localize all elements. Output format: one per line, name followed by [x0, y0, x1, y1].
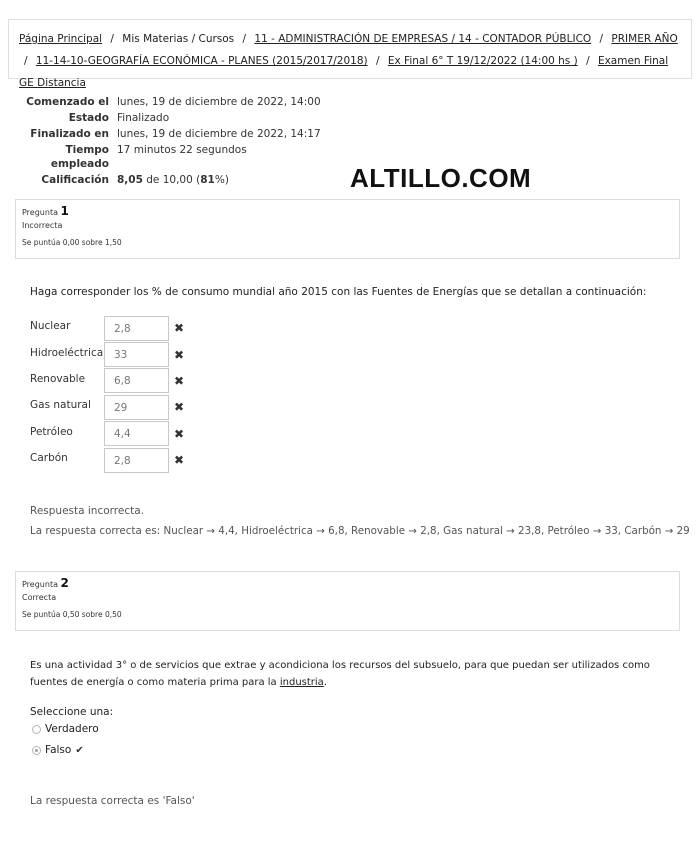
incorrect-icon: ✖	[174, 373, 185, 388]
finished-value: lunes, 19 de diciembre de 2022, 14:17	[117, 128, 321, 140]
match-row	[30, 368, 184, 394]
breadcrumb	[8, 19, 692, 89]
question-1-feedback: Respuesta incorrecta.	[30, 505, 145, 517]
match-row	[30, 447, 184, 473]
match-row	[30, 394, 184, 420]
breadcrumb-quiz-link[interactable]: Examen Final GE Distancia	[19, 55, 669, 89]
breadcrumb-exam-link[interactable]: Ex Final 6° T 19/12/2022 (14:00 hs )	[387, 55, 578, 67]
breadcrumb-mis-materias: Mis Materias / Cursos	[122, 33, 235, 45]
matching-answers	[30, 315, 184, 473]
incorrect-icon: ✖	[174, 453, 185, 468]
summary-row-time	[18, 142, 325, 172]
match-label: Nuclear	[30, 320, 71, 333]
radio-button-checked[interactable]	[32, 746, 41, 755]
correct-check-icon: ✔	[75, 744, 84, 756]
match-select[interactable]: 2,8	[104, 316, 169, 341]
question-1-text: Haga corresponder los % de consumo mundial año 2015 con las Fuentes de Energías que se detallan a continuación:	[30, 286, 647, 298]
summary-row-started	[18, 94, 325, 110]
match-row	[30, 315, 184, 341]
grade-percent-close: %)	[214, 174, 229, 186]
breadcrumb-separator: /	[242, 33, 247, 45]
match-row	[30, 341, 184, 367]
match-label: Gas natural	[30, 399, 91, 412]
started-value: lunes, 19 de diciembre de 2022, 14:00	[117, 96, 321, 108]
started-label: Comenzado el	[26, 96, 109, 108]
question-state: Incorrecta	[22, 221, 63, 230]
question-number-value: 2	[60, 576, 69, 590]
question-1-info	[15, 199, 680, 259]
incorrect-icon: ✖	[174, 347, 185, 362]
match-label: Petróleo	[30, 425, 73, 438]
match-label: Hidroeléctrica	[30, 346, 104, 359]
breadcrumb-separator: /	[375, 55, 380, 67]
watermark-logo: ALTILLO.COM	[350, 163, 532, 193]
breadcrumb-separator: /	[599, 33, 604, 45]
breadcrumb-faculty-link[interactable]: 11 - ADMINISTRACIÓN DE EMPRESAS / 14 - CONTADOR PÚBLICO	[254, 33, 592, 45]
question-number-value: 1	[60, 204, 69, 218]
time-label: Tiempo empleado	[50, 144, 109, 170]
breadcrumb-separator: /	[24, 55, 28, 67]
question-grade: Se puntúa 0,50 sobre 0,50	[22, 610, 122, 619]
question-state: Correcta	[22, 593, 57, 602]
question-label: Pregunta	[22, 208, 58, 217]
question-2-info	[15, 571, 680, 631]
question-2-text-end: .	[323, 677, 327, 688]
question-2-text-main: Es una actividad 3° o de servicios que extrae y acondiciona los recursos del subsuelo, para que puedan ser utilizados como fuentes de energía o como materia prima para la	[30, 660, 650, 688]
industria-link[interactable]: industria	[279, 677, 324, 688]
incorrect-icon: ✖	[174, 321, 185, 336]
summary-row-finished	[18, 126, 325, 142]
option-label: Verdadero	[45, 723, 99, 735]
attempt-summary-table	[18, 94, 325, 188]
breadcrumb-home-link[interactable]: Página Principal	[19, 33, 103, 45]
select-one-prompt: Seleccione una:	[30, 706, 114, 718]
breadcrumb-course-link[interactable]: 11-14-10-GEOGRAFÍA ECONÓMICA - PLANES (2015/2017/2018)	[35, 55, 368, 67]
question-1-right-answer: La respuesta correcta es: Nuclear → 4,4, Hidroeléctrica → 6,8, Renovable → 2,8, Gas natural → 23,8, Petróleo → 33, Carbón → 29	[30, 525, 690, 537]
option-falso[interactable]	[32, 744, 84, 756]
grade-score: 8,05	[117, 174, 143, 186]
state-value: Finalizado	[117, 112, 170, 124]
option-label: Falso	[45, 744, 72, 756]
question-label: Pregunta	[22, 580, 58, 589]
state-label: Estado	[68, 112, 109, 124]
summary-row-state	[18, 110, 325, 126]
attempt-summary	[18, 94, 348, 188]
question-number	[22, 204, 673, 218]
question-2-text	[30, 657, 670, 691]
option-verdadero[interactable]	[32, 723, 99, 735]
match-label: Renovable	[30, 372, 86, 385]
grade-percent: 81	[200, 174, 215, 186]
time-value: 17 minutos 22 segundos	[117, 144, 247, 156]
grade-label: Calificación	[41, 174, 109, 186]
breadcrumb-year-link[interactable]: PRIMER AÑO	[611, 33, 678, 45]
match-select[interactable]: 4,4	[104, 421, 169, 446]
question-number	[22, 576, 673, 590]
question-2-right-answer: La respuesta correcta es 'Falso'	[30, 795, 195, 807]
question-grade: Se puntúa 0,00 sobre 1,50	[22, 238, 122, 247]
grade-value	[113, 172, 325, 188]
match-select[interactable]: 6,8	[104, 368, 169, 393]
match-select[interactable]: 33	[104, 342, 169, 367]
summary-row-grade	[18, 172, 325, 188]
finished-label: Finalizado en	[30, 128, 109, 140]
incorrect-icon: ✖	[174, 426, 185, 441]
incorrect-icon: ✖	[174, 400, 185, 415]
match-select[interactable]: 2,8	[104, 448, 169, 473]
breadcrumb-separator: /	[110, 33, 114, 45]
match-select[interactable]: 29	[104, 395, 169, 420]
radio-button[interactable]	[32, 725, 41, 734]
grade-total: de 10,00 (	[142, 174, 201, 186]
match-row	[30, 421, 184, 447]
match-label: Carbón	[30, 452, 68, 465]
breadcrumb-separator: /	[586, 55, 590, 67]
